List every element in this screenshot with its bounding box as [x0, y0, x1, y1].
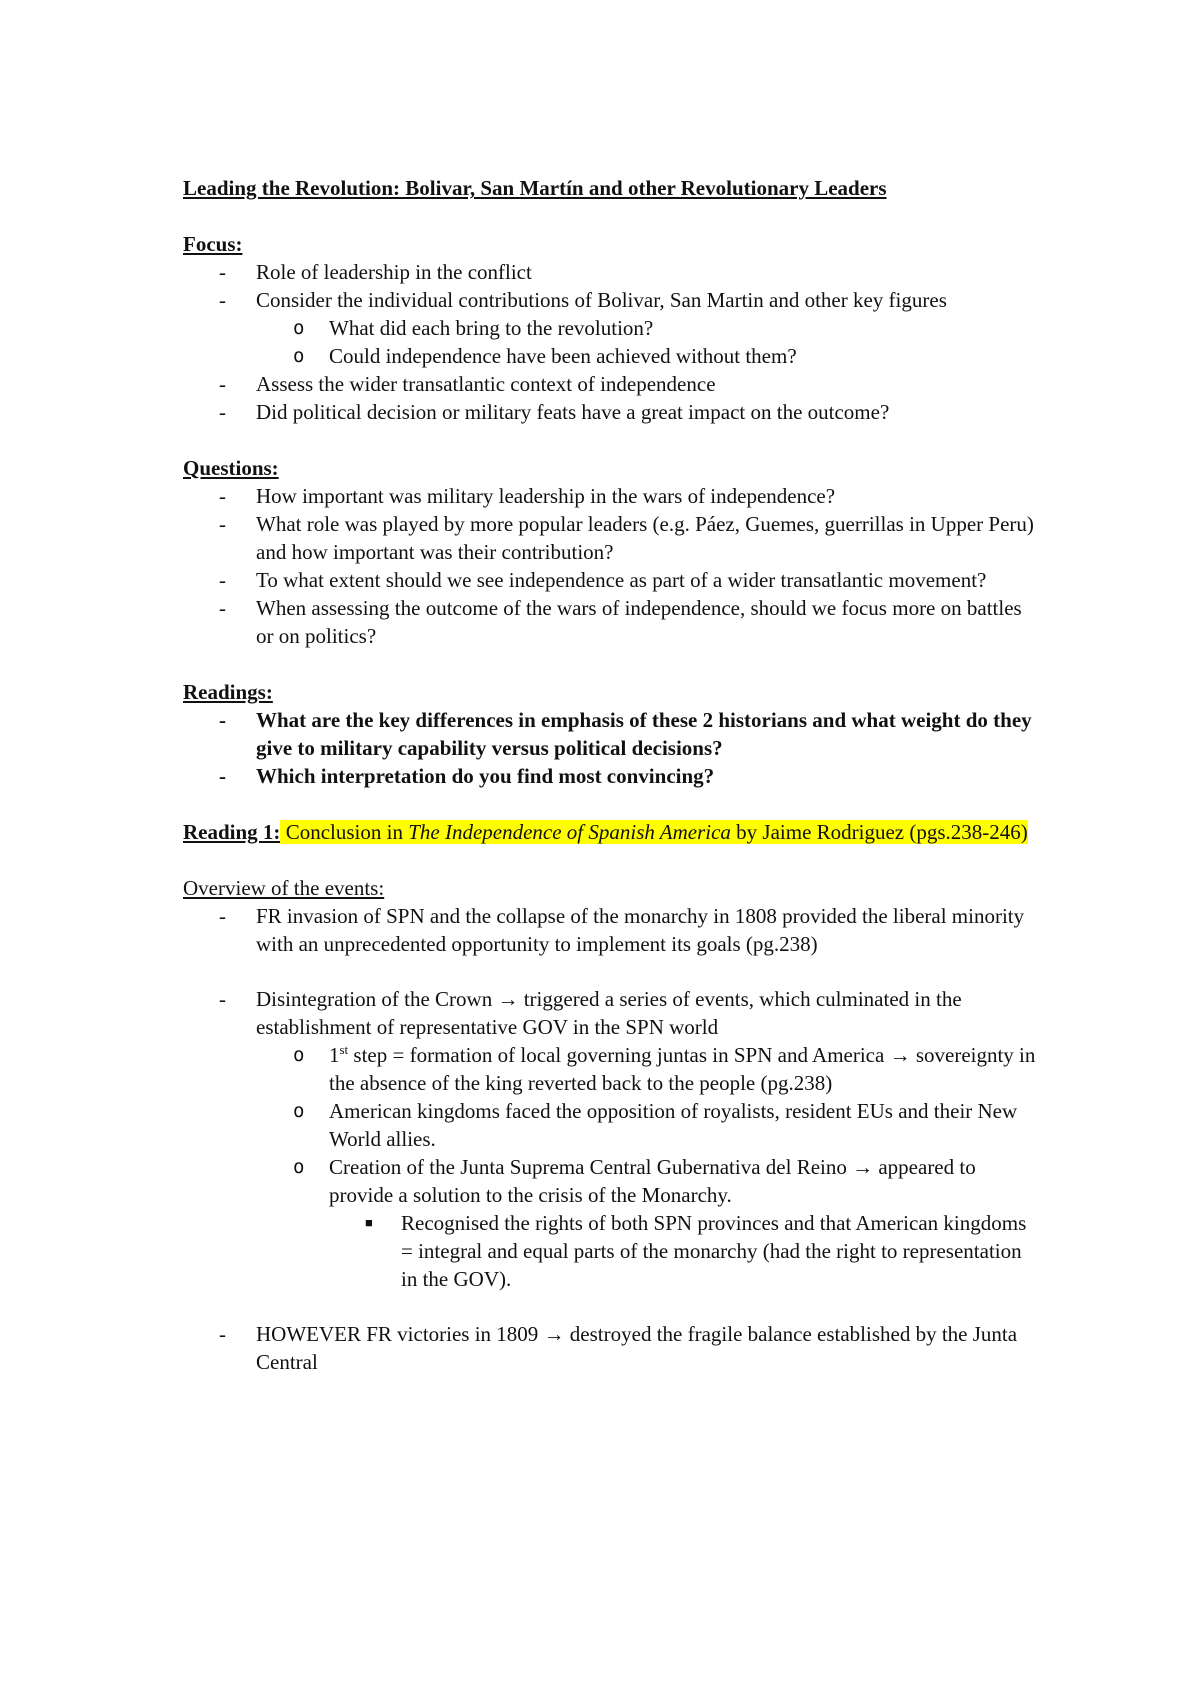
circle-marker: o: [293, 1044, 305, 1066]
list-item: o What did each bring to the revolution?: [293, 316, 654, 340]
list-item: o Creation of the Junta Suprema Central Gubernativa del Reino → appeared to provide a solution to the crisis of the Monarchy. ■ Recognised the rights of both SPN provinces and that American kingdoms = integral and equal parts of the monarchy (had the right to representation in the GOV).: [256, 1153, 1043, 1293]
dash-marker: -: [219, 764, 226, 788]
list-item: - What are the key differences in emphasis of these 2 historians and what weight do they give to military capability versus political decisions?: [219, 708, 1032, 760]
dash-marker: -: [219, 1322, 226, 1346]
overview-heading: Overview of the events:: [183, 876, 385, 900]
list-item: - Assess the wider transatlantic context of independence: [219, 372, 716, 396]
circle-marker: o: [293, 1156, 305, 1178]
dash-marker: -: [219, 568, 226, 592]
overview-subsublist: [329, 1209, 1043, 1293]
overview-list-2: [183, 985, 1043, 1293]
focus-list: [183, 258, 1043, 426]
list-item: - To what extent should we see independence as part of a wider transatlantic movement?: [219, 568, 987, 592]
dash-marker: -: [219, 904, 226, 928]
dash-marker: -: [219, 288, 226, 312]
dash-marker: -: [219, 400, 226, 424]
reading-1-highlight: Conclusion in The Independence of Spanish America by Jaime Rodriguez (pgs.238-246): [280, 820, 1028, 844]
dash-marker: -: [219, 512, 226, 536]
list-item: - Consider the individual contributions of Bolivar, San Martin and other key figures o What did each bring to the revolution? o Could independence have been achieved without them?: [183, 286, 1043, 370]
focus-heading: Focus:: [183, 232, 243, 256]
readings-heading: Readings:: [183, 680, 273, 704]
list-item: - FR invasion of SPN and the collapse of the monarchy in 1808 provided the liberal minority with an unprecedented opportunity to implement its goals (pg.238): [219, 904, 1025, 956]
overview-sublist: [256, 1041, 1043, 1293]
list-item: - What role was played by more popular leaders (e.g. Páez, Guemes, guerrillas in Upper Peru) and how important was their contribution?: [219, 512, 1034, 564]
document-body: [183, 174, 1043, 1376]
list-item: - How important was military leadership in the wars of independence?: [219, 484, 836, 508]
dash-marker: -: [219, 596, 226, 620]
list-item: o American kingdoms faced the opposition of royalists, resident EUs and their New World allies.: [293, 1099, 1018, 1151]
dash-marker: -: [219, 708, 226, 732]
circle-marker: o: [293, 317, 305, 339]
dash-marker: -: [219, 484, 226, 508]
book-title: The Independence of Spanish America: [408, 820, 731, 844]
square-marker: ■: [365, 1215, 373, 1230]
circle-marker: o: [293, 345, 305, 367]
circle-marker: o: [293, 1100, 305, 1122]
questions-heading: Questions:: [183, 456, 279, 480]
document-title: Leading the Revolution: Bolivar, San Martín and other Revolutionary Leaders: [183, 176, 887, 200]
dash-marker: -: [219, 987, 226, 1011]
list-item: o 1st step = formation of local governing juntas in SPN and America → sovereignty in the absence of the king reverted back to the people (pg.238): [293, 1042, 1036, 1095]
overview-list: [183, 902, 1043, 958]
list-item: - Which interpretation do you find most convincing?: [219, 764, 715, 788]
questions-list: [183, 482, 1043, 650]
list-item: - When assessing the outcome of the wars of independence, should we focus more on battles or on politics?: [219, 596, 1022, 648]
overview-list-3: [183, 1320, 1043, 1376]
dash-marker: -: [219, 372, 226, 396]
dash-marker: -: [219, 260, 226, 284]
list-item: - HOWEVER FR victories in 1809 → destroyed the fragile balance established by the Junta Central: [219, 1322, 1018, 1374]
list-item: o Could independence have been achieved without them?: [293, 344, 797, 368]
reading-1-heading: [183, 818, 1043, 846]
list-item: - Disintegration of the Crown → triggered a series of events, which culminated in the establishment of representative GOV in the SPN world o 1st step = formation of local governing juntas in SPN and America → sovereignty in the absence of the king reverted back to the people (pg.238) o American kingdoms faced the opposition of royalists, resident EUs and their New World allies. o Creation of the Junta Suprema Central Gubernativa del Reino → appeared to provide a solution to the crisis of the Monarchy. ■ Recognised the rights of both SPN provinces and that American kingdoms = integral and equal parts of the monarchy (had the right to representation in the GOV).: [183, 985, 1043, 1293]
readings-list: [183, 706, 1043, 790]
focus-sublist: [256, 314, 1043, 370]
reading-1-label: Reading 1:: [183, 820, 281, 844]
list-item: ■ Recognised the rights of both SPN provinces and that American kingdoms = integral and equal parts of the monarchy (had the right to representation in the GOV).: [365, 1211, 1027, 1291]
list-item: - Role of leadership in the conflict: [219, 260, 532, 284]
list-item: - Did political decision or military feats have a great impact on the outcome?: [219, 400, 890, 424]
